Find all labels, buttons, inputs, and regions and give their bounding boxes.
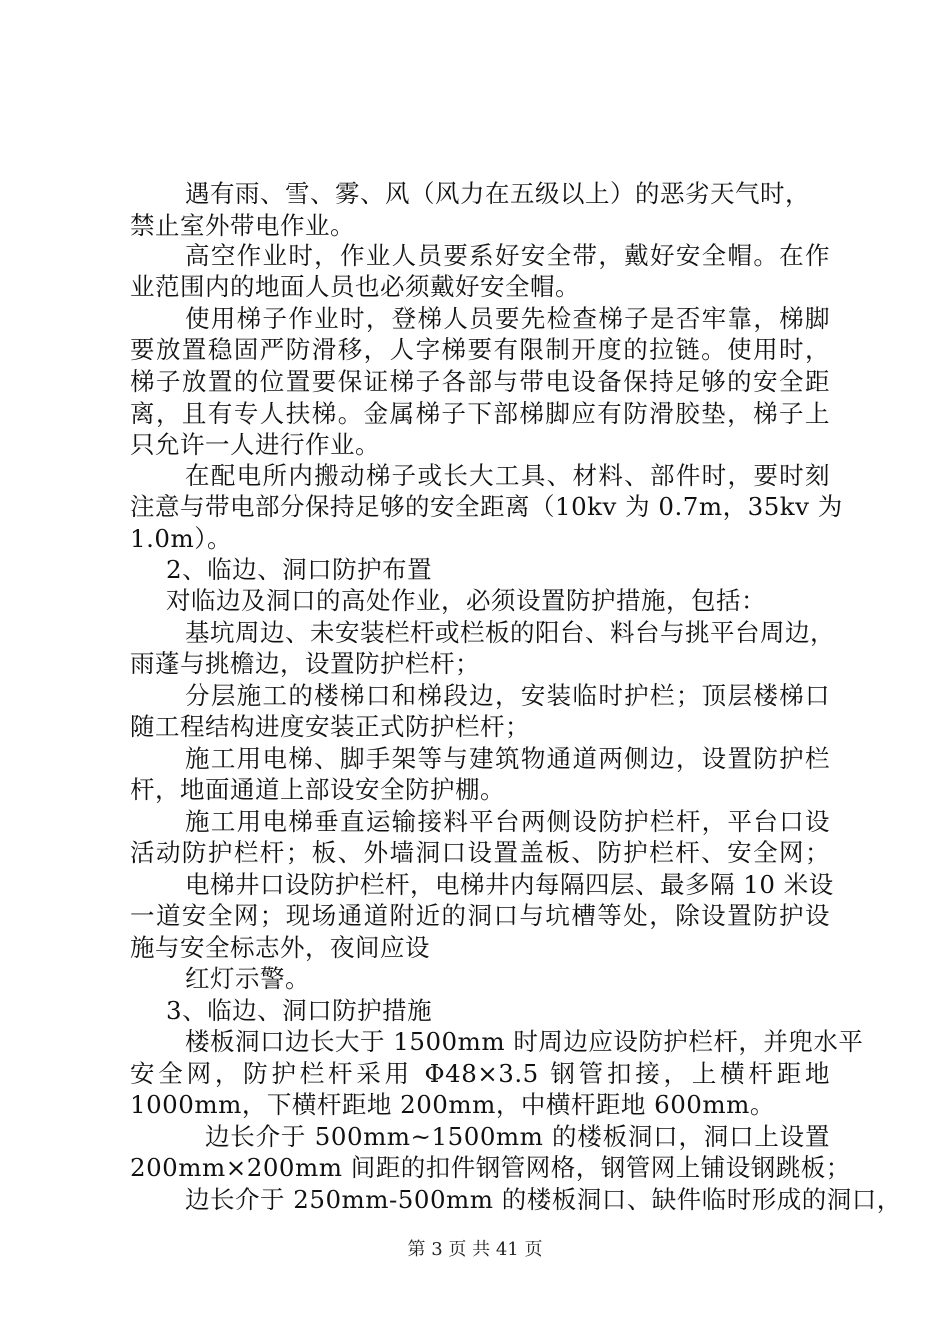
text-line: 基坑周边、未安装栏杆或栏板的阳台、料台与挑平台周边， (185, 618, 835, 647)
text-line: 安全网，防护栏杆采用 Φ48×3.5 钢管扣接，上横杆距地 (130, 1059, 830, 1088)
text-line: 施工用电梯垂直运输接料平台两侧设防护栏杆，平台口设 (185, 807, 830, 836)
text-line: 施工用电梯、脚手架等与建筑物通道两侧边，设置防护栏 (185, 744, 830, 773)
text-line: 业范围内的地面人员也必须戴好安全帽。 (130, 272, 580, 301)
text-line: 一道安全网；现场通道附近的洞口与坑槽等处，除设置防护设 (130, 901, 830, 930)
text-line: 随工程结构进度安装正式防护栏杆； (130, 712, 530, 741)
text-line: 注意与带电部分保持足够的安全距离（10kv 为 0.7m，35kv 为 (130, 492, 843, 521)
text-line: 高空作业时，作业人员要系好安全带，戴好安全帽。在作 (185, 241, 830, 270)
text-line: 边长介于 250mm-500mm 的楼板洞口、缺件临时形成的洞口， (185, 1185, 902, 1214)
text-line: 只允许一人进行作业。 (130, 430, 380, 459)
text-line: 分层施工的楼梯口和梯段边，安装临时护栏；顶层楼梯口 (185, 681, 830, 710)
text-line: 活动防护栏杆；板、外墙洞口设置盖板、防护栏杆、安全网； (130, 838, 830, 867)
text-line: 2、临边、洞口防护布置 (166, 555, 433, 584)
text-line: 梯子放置的位置要保证梯子各部与带电设备保持足够的安全距 (130, 367, 830, 396)
text-line: 200mm×200mm 间距的扣件钢管网格，钢管网上铺设钢跳板； (130, 1153, 851, 1182)
text-line: 使用梯子作业时，登梯人员要先检查梯子是否牢靠，梯脚 (185, 304, 830, 333)
text-line: 边长介于 500mm~1500mm 的楼板洞口，洞口上设置 (205, 1122, 830, 1151)
text-line: 对临边及洞口的高处作业，必须设置防护措施，包括： (166, 586, 766, 615)
text-line: 电梯井口设防护栏杆，电梯井内每隔四层、最多隔 10 米设 (185, 870, 834, 899)
text-line: 离，且有专人扶梯。金属梯子下部梯脚应有防滑胶垫，梯子上 (130, 399, 830, 428)
text-line: 1.0m）。 (130, 524, 232, 553)
text-line: 要放置稳固严防滑移，人字梯要有限制开度的拉链。使用时， (130, 335, 830, 364)
text-line: 雨蓬与挑檐边，设置防护栏杆； (130, 649, 480, 678)
page-footer: 第 3 页 共 41 页 (407, 1239, 543, 1260)
text-line: 楼板洞口边长大于 1500mm 时周边应设防护栏杆，并兜水平 (185, 1027, 864, 1056)
text-line: 3、临边、洞口防护措施 (166, 996, 433, 1025)
text-line: 遇有雨、雪、雾、风（风力在五级以上）的恶劣天气时， (185, 179, 810, 208)
text-line: 在配电所内搬动梯子或长大工具、材料、部件时，要时刻 (185, 461, 830, 490)
text-line: 杆，地面通道上部设安全防护棚。 (130, 775, 505, 804)
text-line: 施与安全标志外，夜间应设 (130, 933, 430, 962)
text-line: 禁止室外带电作业。 (130, 211, 355, 240)
text-line: 红灯示警。 (185, 964, 310, 993)
text-line: 1000mm，下横杆距地 200mm，中横杆距地 600mm。 (130, 1090, 775, 1119)
